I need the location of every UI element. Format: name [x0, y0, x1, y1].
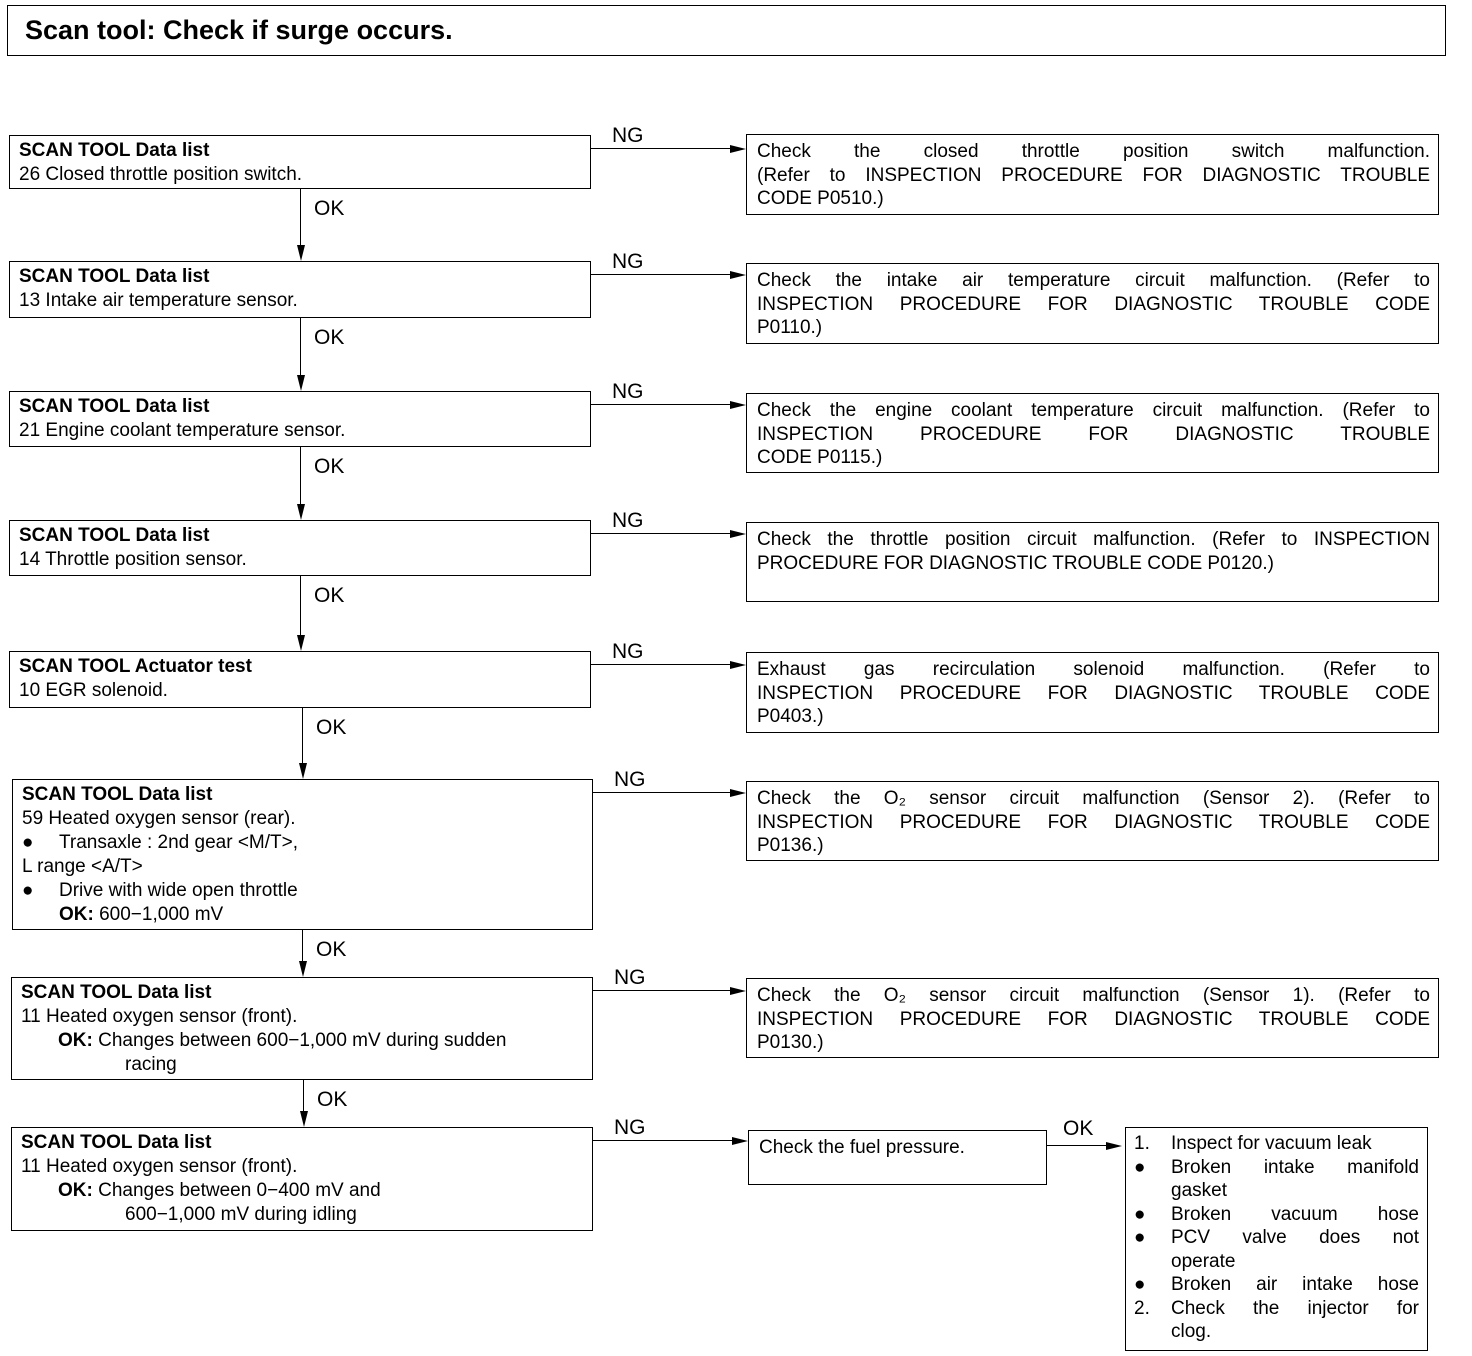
step-text: 11 Heated oxygen sensor (front). — [21, 1156, 298, 1177]
result-line: Check the fuel pressure. — [759, 1137, 965, 1158]
result-box — [746, 134, 1439, 215]
result-box — [746, 652, 1439, 733]
check-step-box — [12, 779, 593, 930]
result-line: Check the O₂ sensor circuit malfunction (Sensor 2). (Refer to — [757, 788, 1430, 809]
action-text: Inspect for vacuum leak — [1171, 1133, 1372, 1154]
arrow-right-icon — [1106, 1142, 1122, 1150]
result-box — [746, 781, 1439, 861]
bullet-icon: ● — [1134, 1227, 1146, 1248]
step-heading: SCAN TOOL Data list — [21, 1132, 212, 1153]
ng-arrow-line — [593, 990, 732, 991]
step-line — [21, 1005, 592, 1029]
step-text: L range <A/T> — [22, 856, 143, 877]
item-number — [1134, 1179, 1171, 1203]
ng-arrow-line — [591, 404, 732, 405]
action-text: Broken intake manifold — [1171, 1156, 1419, 1178]
step-heading: SCAN TOOL Data list — [19, 266, 210, 287]
ok-arrow-line — [300, 189, 301, 247]
result-line: INSPECTION PROCEDURE FOR DIAGNOSTIC TROUBLE CODE — [757, 811, 1430, 833]
ok-arrow-line — [300, 318, 301, 377]
step-line — [19, 679, 590, 703]
step-line — [19, 655, 590, 679]
step-text: 14 Throttle position sensor. — [19, 549, 247, 570]
ok-criterion-label: OK: — [59, 904, 94, 925]
ok-criterion-label: OK: — [58, 1030, 93, 1051]
step-line — [21, 981, 592, 1005]
result-line: INSPECTION PROCEDURE FOR DIAGNOSTIC TROUBLE CODE — [757, 682, 1430, 704]
check-step-box — [9, 651, 591, 708]
step-line — [21, 1155, 592, 1179]
arrow-right-icon — [730, 530, 746, 538]
step-line — [19, 163, 590, 187]
bullet-icon: ● — [22, 832, 34, 853]
ng-label: NG — [612, 250, 644, 273]
step-heading: SCAN TOOL Actuator test — [19, 656, 252, 677]
arrow-down-icon — [299, 961, 307, 977]
step-text: 13 Intake air temperature sensor. — [19, 290, 298, 311]
action-item — [1134, 1297, 1419, 1321]
check-step-box — [9, 135, 591, 189]
step-line — [21, 1203, 592, 1227]
action-item — [1134, 1179, 1419, 1203]
result-line: P0403.) — [757, 706, 824, 727]
ng-label: NG — [612, 640, 644, 663]
ng-label: NG — [614, 768, 646, 791]
ok-arrow-line — [1047, 1145, 1111, 1146]
action-text: gasket — [1171, 1180, 1227, 1201]
result-line: Check the closed throttle position switch malfunction. — [757, 141, 1430, 162]
result-line: P0130.) — [757, 1032, 824, 1053]
step-text: 600−1,000 mV — [93, 904, 224, 925]
ok-label: OK — [314, 197, 345, 220]
action-item — [1134, 1156, 1419, 1180]
step-text: 26 Closed throttle position switch. — [19, 164, 303, 185]
bullet-icon: ● — [1134, 1203, 1146, 1225]
step-line — [21, 1029, 592, 1053]
action-text: Broken vacuum hose — [1171, 1203, 1419, 1225]
step-line — [22, 879, 592, 903]
check-step-box — [9, 261, 591, 318]
step-line — [19, 139, 590, 163]
item-number — [1134, 1250, 1171, 1274]
result-line: INSPECTION PROCEDURE FOR DIAGNOSTIC TROUBLE — [757, 423, 1430, 445]
result-line: CODE P0510.) — [757, 188, 884, 209]
ok-label: OK — [1063, 1117, 1094, 1140]
ng-arrow-line — [591, 148, 732, 149]
item-number: 1. — [1134, 1133, 1150, 1154]
result-line: Check the throttle position circuit malfunction. (Refer to INSPECTION — [757, 529, 1430, 550]
arrow-down-icon — [300, 1111, 308, 1127]
ng-arrow-line — [593, 792, 732, 793]
step-line — [19, 419, 590, 443]
arrow-down-icon — [297, 375, 305, 391]
action-item — [1134, 1320, 1419, 1344]
action-text: operate — [1171, 1250, 1236, 1272]
result-line: CODE P0115.) — [757, 447, 883, 468]
arrow-down-icon — [297, 635, 305, 651]
step-text: 11 Heated oxygen sensor (front). — [21, 1006, 298, 1027]
action-item — [1134, 1203, 1419, 1227]
action-item — [1134, 1250, 1419, 1274]
ng-arrow-line — [591, 664, 732, 665]
check-step-box — [9, 391, 591, 447]
ok-label: OK — [314, 584, 345, 607]
ng-label: NG — [612, 509, 644, 532]
ok-arrow-line — [300, 576, 301, 637]
step-line — [21, 1131, 592, 1155]
step-line — [22, 783, 592, 807]
result-box — [746, 263, 1439, 344]
arrow-right-icon — [730, 661, 746, 669]
step-line — [19, 524, 590, 548]
step-line — [21, 1179, 592, 1203]
step-line — [21, 1053, 592, 1077]
check-step-box — [11, 977, 593, 1080]
action-text: clog. — [1171, 1321, 1212, 1342]
arrow-right-icon — [730, 271, 746, 279]
result-line: Check the O₂ sensor circuit malfunction (Sensor 1). (Refer to — [757, 985, 1430, 1006]
arrow-right-icon — [732, 1137, 748, 1145]
step-text: Drive with wide open throttle — [59, 880, 298, 901]
ng-label: NG — [612, 124, 644, 147]
ok-arrow-line — [302, 708, 303, 765]
action-text: PCV valve does not — [1171, 1227, 1419, 1248]
page-title: Scan tool: Check if surge occurs. — [7, 5, 1446, 56]
ok-label: OK — [314, 455, 345, 478]
step-line — [22, 831, 592, 855]
ng-arrow-line — [593, 1140, 734, 1141]
ok-label: OK — [316, 938, 347, 961]
step-text: 10 EGR solenoid. — [19, 680, 168, 701]
ng-arrow-line — [591, 274, 732, 275]
step-line — [22, 903, 592, 927]
ok-label: OK — [317, 1088, 348, 1111]
result-line: INSPECTION PROCEDURE FOR DIAGNOSTIC TROUBLE CODE — [757, 1008, 1430, 1030]
result-line: (Refer to INSPECTION PROCEDURE FOR DIAGNOSTIC TROUBLE — [757, 164, 1430, 186]
step-heading: SCAN TOOL Data list — [21, 982, 212, 1003]
result-line: Check the engine coolant temperature circuit malfunction. (Refer to — [757, 400, 1430, 421]
step-text: 21 Engine coolant temperature sensor. — [19, 420, 346, 441]
step-heading: SCAN TOOL Data list — [19, 140, 210, 161]
ok-label: OK — [316, 716, 347, 739]
check-step-box — [11, 1127, 593, 1231]
action-item — [1134, 1273, 1419, 1297]
step-text: Transaxle : 2nd gear <M/T>, — [59, 832, 299, 853]
arrow-down-icon — [297, 245, 305, 261]
result-line: INSPECTION PROCEDURE FOR DIAGNOSTIC TROUBLE CODE — [757, 293, 1430, 315]
ng-label: NG — [614, 966, 646, 989]
step-line — [19, 289, 590, 313]
result-line: PROCEDURE FOR DIAGNOSTIC TROUBLE CODE P0120.) — [757, 552, 1274, 574]
result-line: Check the intake air temperature circuit malfunction. (Refer to — [757, 270, 1430, 291]
action-text: Broken air intake hose — [1171, 1274, 1419, 1295]
result-box — [748, 1130, 1047, 1185]
ok-arrow-line — [300, 447, 301, 506]
result-box — [746, 393, 1439, 473]
arrow-right-icon — [730, 789, 746, 797]
result-box — [746, 978, 1439, 1058]
step-text: Changes between 600−1,000 mV during sudden — [92, 1030, 507, 1051]
step-heading: SCAN TOOL Data list — [19, 525, 210, 546]
step-text: 59 Heated oxygen sensor (rear). — [22, 808, 296, 829]
step-text: 600−1,000 mV during idling — [125, 1204, 357, 1225]
arrow-right-icon — [730, 987, 746, 995]
bullet-icon: ● — [22, 880, 34, 901]
step-line — [19, 548, 590, 572]
arrow-right-icon — [730, 401, 746, 409]
bullet-icon: ● — [1134, 1274, 1146, 1295]
ok-arrow-line — [303, 1080, 304, 1113]
step-line — [22, 807, 592, 831]
step-text: racing — [125, 1054, 177, 1075]
result-line: Exhaust gas recirculation solenoid malfunction. (Refer to — [757, 659, 1430, 680]
ok-label: OK — [314, 326, 345, 349]
ok-criterion-label: OK: — [58, 1180, 93, 1201]
ng-label: NG — [612, 380, 644, 403]
result-line: P0136.) — [757, 835, 824, 856]
final-action-box — [1125, 1127, 1428, 1351]
step-heading: SCAN TOOL Data list — [22, 784, 213, 805]
result-box — [746, 522, 1439, 602]
arrow-down-icon — [299, 763, 307, 779]
result-line: P0110.) — [757, 317, 823, 338]
step-line — [22, 855, 592, 879]
action-text: Check the injector for — [1171, 1297, 1419, 1319]
item-number — [1134, 1320, 1171, 1344]
ng-arrow-line — [591, 533, 732, 534]
step-text: Changes between 0−400 mV and — [92, 1180, 381, 1201]
item-number: 2. — [1134, 1297, 1150, 1319]
step-line — [19, 265, 590, 289]
ok-arrow-line — [302, 930, 303, 963]
bullet-icon: ● — [1134, 1156, 1146, 1178]
arrow-right-icon — [730, 145, 746, 153]
action-item — [1134, 1226, 1419, 1250]
action-item — [1134, 1132, 1419, 1156]
arrow-down-icon — [297, 504, 305, 520]
ng-label: NG — [614, 1116, 646, 1139]
step-heading: SCAN TOOL Data list — [19, 396, 210, 417]
step-line — [19, 395, 590, 419]
check-step-box — [9, 520, 591, 576]
